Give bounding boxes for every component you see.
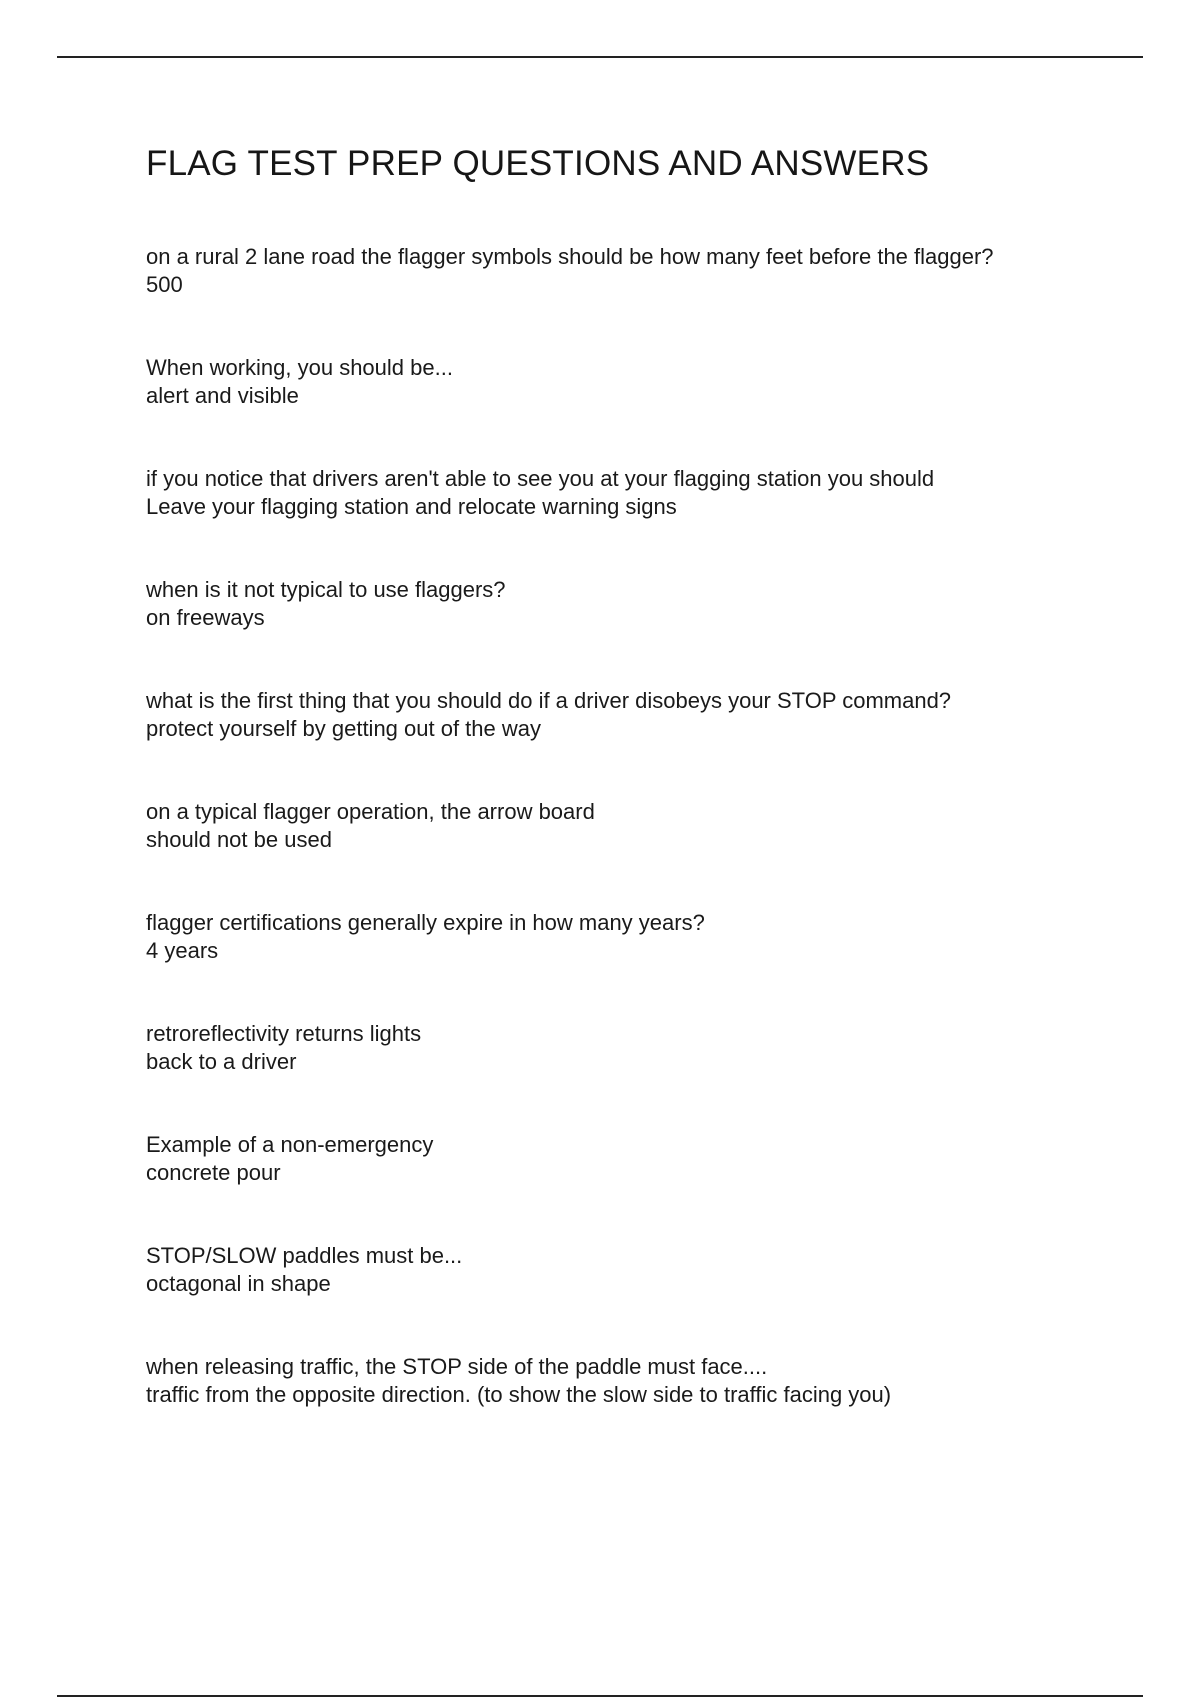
answer-text: Leave your flagging station and relocate warning signs	[146, 494, 677, 519]
question-text: on a typical flagger operation, the arrow board	[146, 799, 595, 824]
answer-text: 4 years	[146, 938, 219, 963]
qa-item	[146, 354, 1146, 465]
qa-item	[146, 1131, 1146, 1242]
question-text: When working, you should be...	[146, 355, 453, 380]
answer-text: on freeways	[146, 605, 265, 630]
answer-text: back to a driver	[146, 1049, 297, 1074]
qa-item	[146, 1242, 1146, 1353]
question-text: what is the first thing that you should do if a driver disobeys your STOP command?	[146, 688, 952, 713]
answer-text: should not be used	[146, 827, 332, 852]
question-text: when is it not typical to use flaggers?	[146, 577, 506, 602]
answer-text: traffic from the opposite direction. (to show the slow side to traffic facing you)	[146, 1382, 892, 1407]
qa-item	[146, 576, 1146, 687]
answer-text: 500	[146, 272, 183, 297]
answer-text: alert and visible	[146, 383, 299, 408]
question-text: if you notice that drivers aren't able to see you at your flagging station you should	[146, 466, 935, 491]
qa-item	[146, 243, 1146, 354]
question-text: STOP/SLOW paddles must be...	[146, 1243, 463, 1268]
qa-item	[146, 687, 1146, 798]
qa-item	[146, 1353, 1146, 1464]
qa-item	[146, 1020, 1146, 1131]
qa-list	[146, 243, 1146, 1464]
page-title: FLAG TEST PREP QUESTIONS AND ANSWERS	[146, 144, 930, 183]
question-text: flagger certifications generally expire in how many years?	[146, 910, 705, 935]
question-text: retroreflectivity returns lights	[146, 1021, 422, 1046]
question-text: on a rural 2 lane road the flagger symbols should be how many feet before the flagger?	[146, 244, 994, 269]
qa-item	[146, 465, 1146, 576]
question-text: Example of a non-emergency	[146, 1132, 434, 1157]
top-divider	[57, 56, 1143, 58]
qa-item	[146, 909, 1146, 1020]
answer-text: concrete pour	[146, 1160, 281, 1185]
qa-item	[146, 798, 1146, 909]
answer-text: protect yourself by getting out of the way	[146, 716, 542, 741]
bottom-divider	[57, 1695, 1143, 1697]
answer-text: octagonal in shape	[146, 1271, 331, 1296]
question-text: when releasing traffic, the STOP side of the paddle must face....	[146, 1354, 768, 1379]
